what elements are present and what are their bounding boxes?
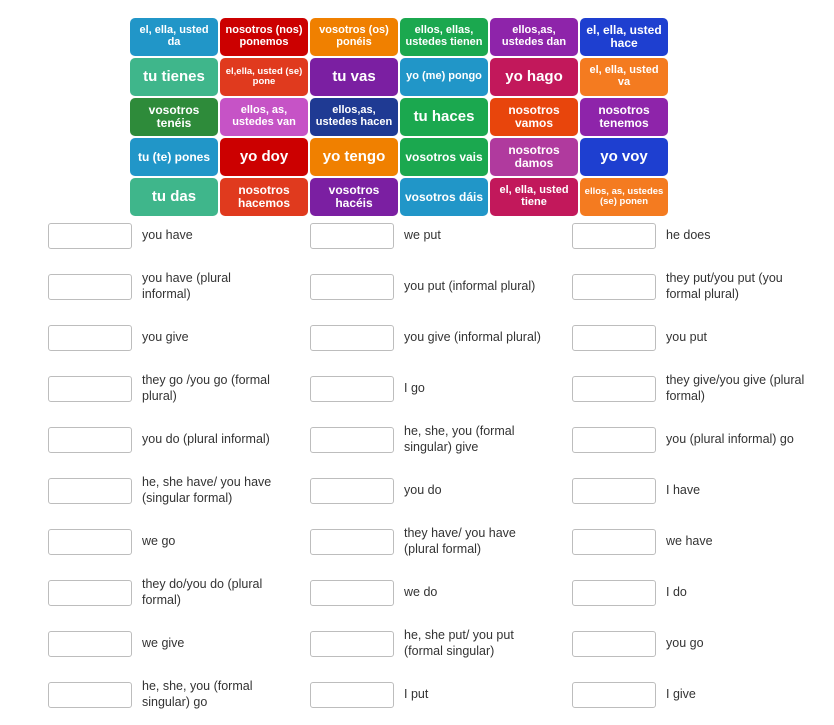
word-tile[interactable]: tu haces — [400, 98, 488, 136]
answer-row — [310, 521, 572, 562]
word-tile[interactable]: ellos, as, ustedes van — [220, 98, 308, 136]
answer-label: they go /you go (formal plural) — [142, 372, 270, 403]
answer-row — [48, 215, 310, 256]
answer-row — [310, 266, 572, 307]
word-tile[interactable]: el, ella, usted da — [130, 18, 218, 56]
answer-row — [572, 419, 834, 460]
word-tile[interactable]: yo (me) pongo — [400, 58, 488, 96]
answer-label: I go — [404, 380, 425, 395]
answer-row — [48, 470, 310, 511]
answer-label: he, she, you (formal singular) give — [404, 423, 515, 454]
answer-row — [48, 572, 310, 613]
answer-row — [572, 266, 834, 307]
word-tile[interactable]: el,ella, usted (se) pone — [220, 58, 308, 96]
answer-row — [572, 572, 834, 613]
answer-row — [48, 623, 310, 664]
drop-slot[interactable] — [572, 631, 656, 657]
answer-label: I do — [666, 584, 687, 599]
answer-label: he, she, you (formal singular) go — [142, 678, 253, 709]
answer-row — [48, 266, 310, 307]
drop-slot[interactable] — [572, 529, 656, 555]
answer-row — [310, 674, 572, 715]
answer-label: you have — [142, 227, 193, 242]
answer-row — [310, 317, 572, 358]
answer-row — [310, 419, 572, 460]
answer-label: they do/you do (plural formal) — [142, 576, 263, 607]
answer-label: you give (informal plural) — [404, 329, 541, 344]
drop-slot[interactable] — [48, 427, 132, 453]
answer-label: you put — [666, 329, 708, 344]
answer-label: you put (informal plural) — [404, 278, 536, 293]
word-tile[interactable]: nosotros damos — [490, 138, 578, 176]
word-tile[interactable]: yo hago — [490, 58, 578, 96]
word-tile[interactable]: vosotros dáis — [400, 178, 488, 216]
word-tile[interactable]: nosotros tenemos — [580, 98, 668, 136]
word-tile[interactable]: vosotros tenéis — [130, 98, 218, 136]
drop-slot[interactable] — [310, 478, 394, 504]
word-tile[interactable]: tu (te) pones — [130, 138, 218, 176]
answer-row — [48, 419, 310, 460]
drop-slot[interactable] — [48, 325, 132, 351]
drop-slot[interactable] — [310, 376, 394, 402]
answer-row — [310, 623, 572, 664]
word-tile[interactable]: tu vas — [310, 58, 398, 96]
word-tile[interactable]: ellos, ellas, ustedes tienen — [400, 18, 488, 56]
drop-slot[interactable] — [572, 580, 656, 606]
answer-label: you (plural informal) go — [666, 431, 794, 446]
answer-label: we have — [666, 533, 713, 548]
answer-row — [48, 674, 310, 715]
drop-slot[interactable] — [310, 682, 394, 708]
answer-label: they put/you put (you formal plural) — [666, 270, 783, 301]
drop-slot[interactable] — [572, 223, 656, 249]
answer-label: you have (plural informal) — [142, 270, 231, 301]
word-tile[interactable]: yo voy — [580, 138, 668, 176]
word-tile[interactable]: ellos,as, ustedes dan — [490, 18, 578, 56]
answer-row — [310, 470, 572, 511]
drop-slot[interactable] — [572, 682, 656, 708]
drop-slot[interactable] — [310, 325, 394, 351]
word-tile[interactable]: tu tienes — [130, 58, 218, 96]
word-tile[interactable]: yo tengo — [310, 138, 398, 176]
answer-row — [48, 521, 310, 562]
answer-label: we give — [142, 635, 185, 650]
drop-slot[interactable] — [310, 274, 394, 300]
word-tile[interactable]: nosotros (nos) ponemos — [220, 18, 308, 56]
answer-label: we do — [404, 584, 438, 599]
answer-row — [310, 368, 572, 409]
word-tile[interactable]: el, ella, usted va — [580, 58, 668, 96]
word-tile[interactable]: vosotros hacéis — [310, 178, 398, 216]
answer-label: you do — [404, 482, 442, 497]
answer-row — [572, 317, 834, 358]
drop-slot[interactable] — [48, 478, 132, 504]
answer-row — [310, 215, 572, 256]
drop-slot[interactable] — [572, 376, 656, 402]
answer-area — [0, 215, 805, 725]
drop-slot[interactable] — [572, 427, 656, 453]
answer-label: he, she put/ you put (formal singular) — [404, 627, 514, 658]
answer-label: you go — [666, 635, 704, 650]
drop-slot[interactable] — [310, 631, 394, 657]
word-tile[interactable]: tu das — [130, 178, 218, 216]
drop-slot[interactable] — [48, 376, 132, 402]
drop-slot[interactable] — [48, 580, 132, 606]
drop-slot[interactable] — [572, 274, 656, 300]
drop-slot[interactable] — [572, 478, 656, 504]
word-tile[interactable]: el, ella, usted tiene — [490, 178, 578, 216]
drop-slot[interactable] — [310, 223, 394, 249]
answer-label: he does — [666, 227, 711, 242]
word-tile[interactable]: vosotros vais — [400, 138, 488, 176]
drop-slot[interactable] — [48, 631, 132, 657]
word-tile[interactable]: nosotros vamos — [490, 98, 578, 136]
draggable-tile-bank[interactable] — [130, 18, 670, 216]
answer-row — [310, 572, 572, 613]
answer-label: you give — [142, 329, 189, 344]
answer-row — [48, 368, 310, 409]
drop-slot[interactable] — [48, 274, 132, 300]
word-tile[interactable]: ellos,as, ustedes hacen — [310, 98, 398, 136]
drop-slot[interactable] — [572, 325, 656, 351]
answer-label: we put — [404, 227, 441, 242]
drop-slot[interactable] — [48, 682, 132, 708]
answer-label: I have — [666, 482, 701, 497]
answer-row — [572, 674, 834, 715]
answer-label: we go — [142, 533, 176, 548]
answer-row — [572, 215, 834, 256]
drop-slot[interactable] — [310, 580, 394, 606]
drop-slot[interactable] — [310, 427, 394, 453]
drop-slot[interactable] — [48, 223, 132, 249]
answer-row — [572, 470, 834, 511]
answer-label: he, she have/ you have (singular formal) — [142, 474, 272, 505]
word-tile[interactable]: ellos, as, ustedes (se) ponen — [580, 178, 668, 216]
answer-label: I put — [404, 686, 429, 701]
word-tile[interactable]: vosotros (os) ponéis — [310, 18, 398, 56]
answer-label: you do (plural informal) — [142, 431, 270, 446]
answer-column-1 — [48, 215, 310, 725]
answer-row — [572, 521, 834, 562]
answer-label: I give — [666, 686, 696, 701]
word-tile[interactable]: el, ella, usted hace — [580, 18, 668, 56]
answer-row — [572, 368, 834, 409]
drop-slot[interactable] — [310, 529, 394, 555]
word-tile[interactable]: nosotros hacemos — [220, 178, 308, 216]
answer-label: they have/ you have (plural formal) — [404, 525, 516, 556]
answer-column-2 — [310, 215, 572, 725]
answer-row — [48, 317, 310, 358]
answer-column-3 — [572, 215, 834, 725]
drop-slot[interactable] — [48, 529, 132, 555]
word-tile[interactable]: yo doy — [220, 138, 308, 176]
answer-label: they give/you give (plural formal) — [666, 372, 805, 403]
answer-row — [572, 623, 834, 664]
